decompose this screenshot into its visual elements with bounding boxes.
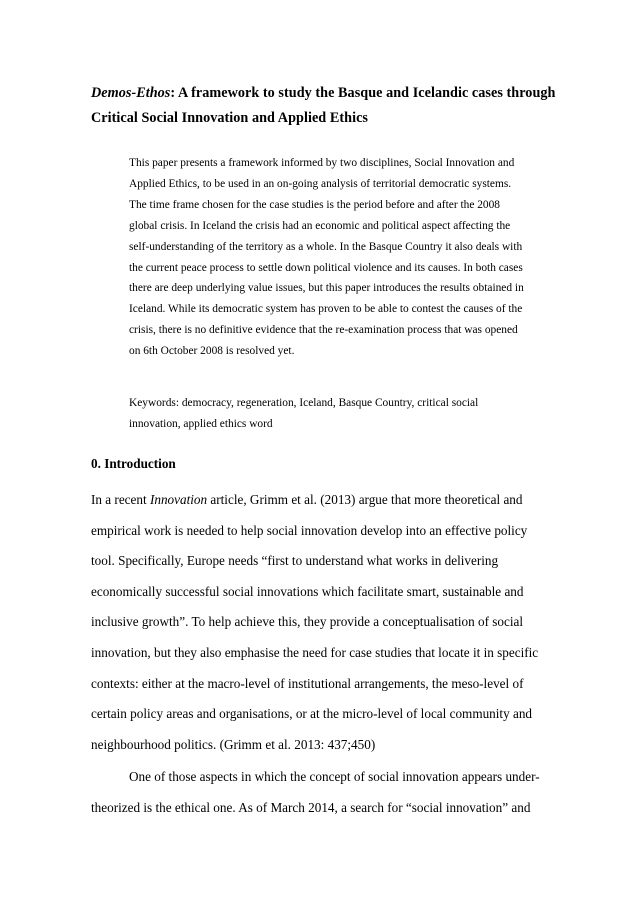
intro-paragraph-1: [91, 485, 545, 760]
intro-p1-before: In a recent: [91, 492, 150, 507]
intro-paragraph-2: One of those aspects in which the concept of social innovation appears under-theorized is the ethical one. As of March 2014, a search for “social innovation” and: [91, 769, 540, 815]
title-italic-part: Demos-Ethos: [91, 85, 171, 101]
intro-p1-italic: Innovation: [149, 492, 208, 507]
intro-p1-after: article, Grimm et al. (2013) argue that more theoretical and empirical work is needed to help social innovation develop into an effective policy tool. Specifically, Europe needs “first to understand what works in delivering economically successful social innovations which facilitate smart, sustainable and inclusive growth”. To help achieve this, they provide a conceptualisation of social innovation, but they also emphasise the need for case studies that locate it in specific contexts: either at the macro-level of institutional arrangements, the meso-level of certain policy areas and organisations, or at the micro-level of local community and neighbourhood politics. (Grimm et al. 2013: 437;450): [91, 492, 539, 752]
keywords: Keywords: democracy, regeneration, Iceland, Basque Country, critical social innovation, applied ethics word: [129, 397, 479, 430]
section-heading: 0. Introduction: [91, 456, 176, 471]
title-rest: : A framework to study the Basque and Icelandic cases through Critical Social Innovation and Applied Ethics: [91, 85, 556, 126]
abstract: This paper presents a framework informed by two disciplines, Social Innovation and Applied Ethics, to be used in an on-going analysis of territorial democratic systems. The time frame chosen for the case studies is the period before and after the 2008 global crisis. In Iceland the crisis had an economic and political aspect affecting the self-understanding of the territory as a whole. In the Basque Country it also deals with the current peace process to settle down political violence and its causes. In both cases there are deep underlying value issues, but this paper introduces the results obtained in Iceland. While its democratic system has proven to be able to contest the causes of the crisis, there is no definitive evidence that the re-examination process that was opened on 6th October 2008 is resolved yet.: [129, 157, 524, 358]
paper-title: [91, 81, 561, 130]
